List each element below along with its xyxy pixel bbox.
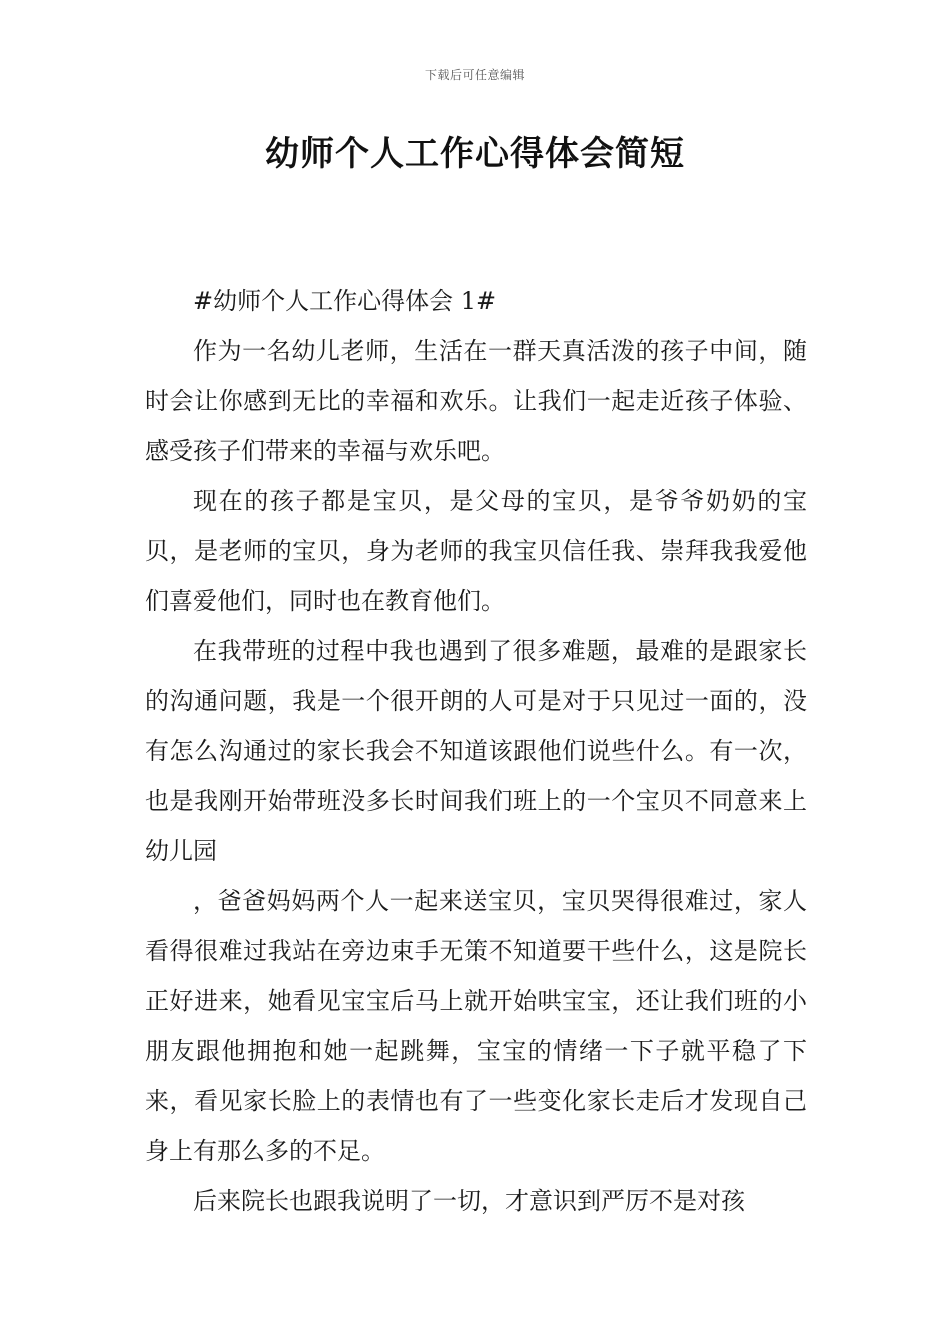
- section-heading: #幼师个人工作心得体会 1#: [193, 287, 497, 315]
- paragraph-1: 作为一名幼儿老师，生活在一群天真活泼的孩子中间，随时会让你感到无比的幸福和欢乐。让我们一起走近孩子体验、感受孩子们带来的幸福与欢乐吧。: [145, 337, 807, 465]
- paragraph-2: 现在的孩子都是宝贝，是父母的宝贝，是爷爷奶奶的宝贝，是老师的宝贝，身为老师的我宝贝信任我、崇拜我我爱他们喜爱他们，同时也在教育他们。: [145, 487, 807, 615]
- header-note: 下载后可任意编辑: [424, 68, 525, 82]
- paragraph-4: ，爸爸妈妈两个人一起来送宝贝，宝贝哭得很难过，家人看得很难过我站在旁边束手无策不知道要干些什么，这是院长正好进来，她看见宝宝后马上就开始哄宝宝，还让我们班的小朋友跟他拥抱和她一起跳舞，宝宝的情绪一下子就平稳了下来，看见家长脸上的表情也有了一些变化家长走后才发现自己身上有那么多的不足。: [145, 887, 807, 1165]
- document-body: [145, 276, 807, 1226]
- paragraph-5: 后来院长也跟我说明了一切，才意识到严厉不是对孩: [193, 1187, 745, 1215]
- document-title: 幼师个人工作心得体会简短: [265, 134, 685, 174]
- paragraph-3: 在我带班的过程中我也遇到了很多难题，最难的是跟家长的沟通问题，我是一个很开朗的人可是对于只见过一面的，没有怎么沟通过的家长我会不知道该跟他们说些什么。有一次，也是我刚开始带班没多长时间我们班上的一个宝贝不同意来上幼儿园: [145, 637, 807, 865]
